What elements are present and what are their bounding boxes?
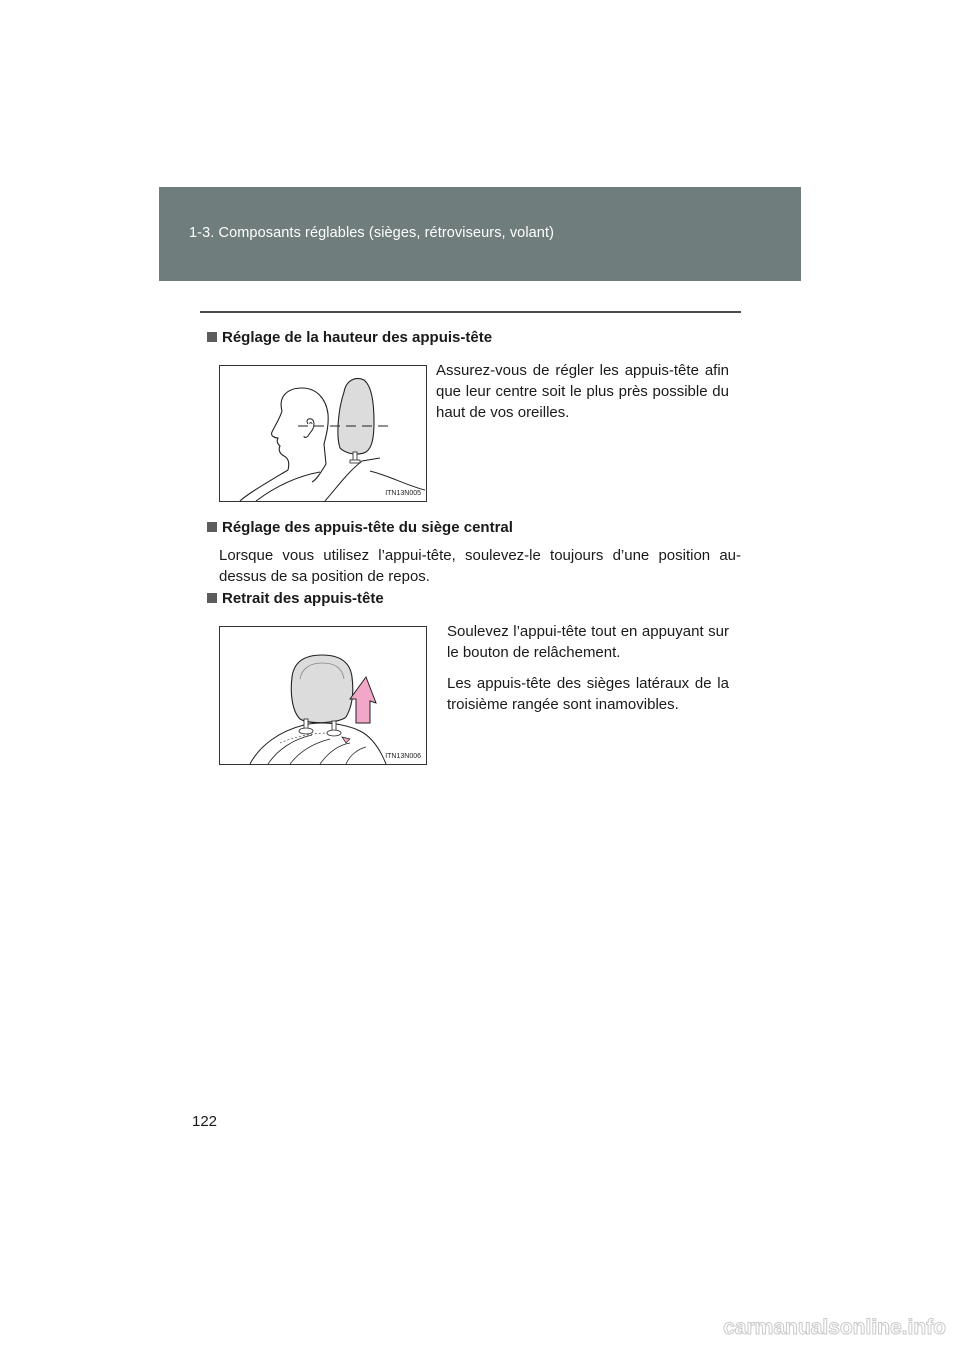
- section-heading-text: Retrait des appuis-tête: [222, 590, 384, 607]
- section-heading-removal: [207, 590, 384, 607]
- paragraph-height-adjust: Assurez-vous de régler les appuis-tête afin que leur centre soit le plus près possible du haut de vos oreilles.: [436, 362, 729, 421]
- svg-text:carmanualsonline.info: carmanualsonline.info: [723, 1316, 946, 1339]
- figure-code: ITN13N005: [385, 490, 421, 497]
- watermark-logo: [668, 1313, 948, 1346]
- section-heading-height-adjust: [207, 329, 492, 346]
- paragraph-removal-1: Soulevez l’appui-tête tout en appuyant sur le bouton de relâchement.: [447, 623, 729, 661]
- watermark-logo-graphic: [668, 1313, 948, 1341]
- square-bullet-icon: [207, 332, 217, 342]
- figure-code: ITN13N006: [385, 753, 421, 760]
- chapter-title: 1-3. Composants réglables (sièges, rétroviseurs, volant): [189, 225, 555, 241]
- section-heading-center-seat: [207, 519, 513, 536]
- page-number: 122: [192, 1113, 218, 1130]
- section-heading-text: Réglage de la hauteur des appuis-tête: [222, 329, 493, 346]
- section-heading-text: Réglage des appuis-tête du siège central: [222, 519, 513, 536]
- header-rule: [200, 311, 741, 313]
- headrest-removal-illustration: [220, 627, 426, 764]
- square-bullet-icon: [207, 593, 217, 603]
- figure-headrest-removal: [219, 626, 427, 765]
- figure-headrest-height: [219, 365, 427, 502]
- headrest-height-illustration: [220, 366, 426, 501]
- square-bullet-icon: [207, 522, 217, 532]
- paragraph-center-seat: Lorsque vous utilisez l’appui-tête, soulevez-le toujours d’une position au-dessus de sa position de repos.: [219, 547, 741, 585]
- paragraph-removal-2: Les appuis-tête des sièges latéraux de la troisième rangée sont inamovibles.: [447, 675, 729, 713]
- chapter-header-band: [159, 187, 801, 281]
